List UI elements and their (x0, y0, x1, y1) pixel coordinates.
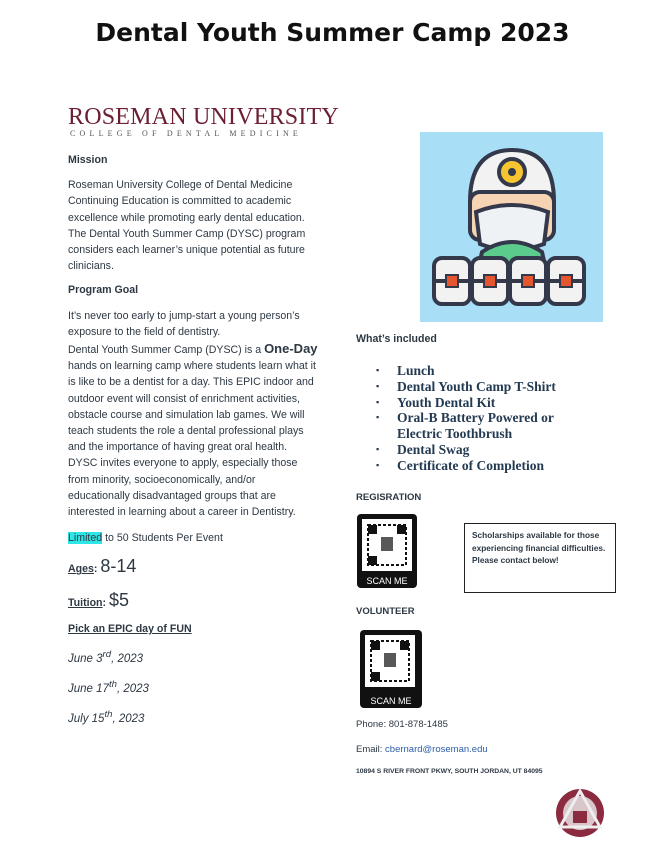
list-item: ▪ Certificate of Completion (376, 458, 587, 474)
dentist-illustration (420, 132, 603, 322)
address: 10894 S RIVER FRONT PKWY, SOUTH JORDAN, UT 84095 (356, 768, 543, 775)
tuition-label: Tuition (68, 596, 103, 609)
goal-text-1: It’s never too early to jump-start a young person’s exposure to the field of dentistry. (68, 309, 300, 338)
registration-heading: REGISRATION (356, 492, 422, 503)
limit-text (68, 530, 318, 546)
included-heading: What’s included (356, 333, 437, 345)
registration-qr-code[interactable] (357, 514, 417, 588)
university-logo: ROSEMAN UNIVERSITY (68, 104, 339, 130)
ages-value: 8-14 (100, 556, 137, 577)
list-item: ▪ Dental Swag (376, 442, 587, 458)
date-3: July 15th, 2023 (68, 709, 145, 725)
list-item: ▪ Youth Dental Kit (376, 395, 587, 411)
list-item: ▪ Lunch (376, 363, 587, 379)
mission-text: Roseman University College of Dental Medicine Continuing Education is committed to academic excellence while promoting early dental education. The Dental Youth Summer Camp (DYSC) program considers each learner’s unique potential as future clinicians. (68, 179, 306, 273)
list-item: ▪ Oral-B Battery Powered or Electric Toothbrush (376, 410, 587, 442)
goal-text-2 (68, 341, 318, 520)
scan-me-label: SCAN ME (370, 696, 412, 706)
university-logo-sub: COLLEGE OF DENTAL MEDICINE (70, 129, 303, 138)
tuition-value: $5 (109, 589, 130, 610)
included-list (376, 363, 587, 474)
volunteer-heading: VOLUNTEER (356, 606, 415, 617)
mission-heading: Mission (68, 154, 108, 166)
date-1: June 3rd, 2023 (68, 649, 144, 665)
goal-text-c: hands on learning camp where students learn what it is like to be a dentist for a day. This EPIC indoor and outdoor event will consist of enrichment activities, obstacle course and simulation lab games. We will teach students the role a dental professional plays and the importance of having great oral health. DYSC invites everyone to apply, especially those from minority, socioeconomically, and/or educationally disadvantaged groups that are interested in learning about a career in Dentistry. (68, 360, 316, 519)
scholarship-note: Scholarships available for those experiencing financial difficulties. Please contact below! (464, 523, 616, 593)
phone: Phone: 801-878-1485 (356, 719, 448, 730)
date-2: June 17th, 2023 (68, 679, 149, 695)
qr-icon (365, 635, 415, 687)
ages: Ages: 8-14 (68, 556, 137, 577)
ages-label: Ages (68, 563, 94, 576)
goal-text-a: Dental Youth Summer Camp (DYSC) is a (68, 344, 265, 357)
college-seal-logo (554, 787, 606, 844)
email-link[interactable]: cbernard@roseman.edu (385, 744, 488, 755)
days-heading: Pick an EPIC day of FUN (68, 622, 192, 635)
goal-heading: Program Goal (68, 284, 139, 297)
scan-me-label: SCAN ME (366, 576, 408, 586)
tuition: Tuition: $5 (68, 589, 130, 610)
limit-rest: to 50 Students Per Event (102, 532, 223, 545)
limit-highlight: Limited (68, 532, 103, 545)
volunteer-qr-code[interactable] (360, 630, 422, 708)
goal-one-day: One-Day (264, 341, 318, 357)
mission-section (68, 152, 318, 727)
page-title: Dental Youth Summer Camp 2023 (95, 18, 570, 47)
list-item: ▪ Dental Youth Camp T-Shirt (376, 379, 587, 395)
phone-number: 801-878-1485 (388, 719, 448, 730)
qr-icon (362, 519, 412, 571)
email: Email: cbernard@roseman.edu (356, 744, 488, 755)
